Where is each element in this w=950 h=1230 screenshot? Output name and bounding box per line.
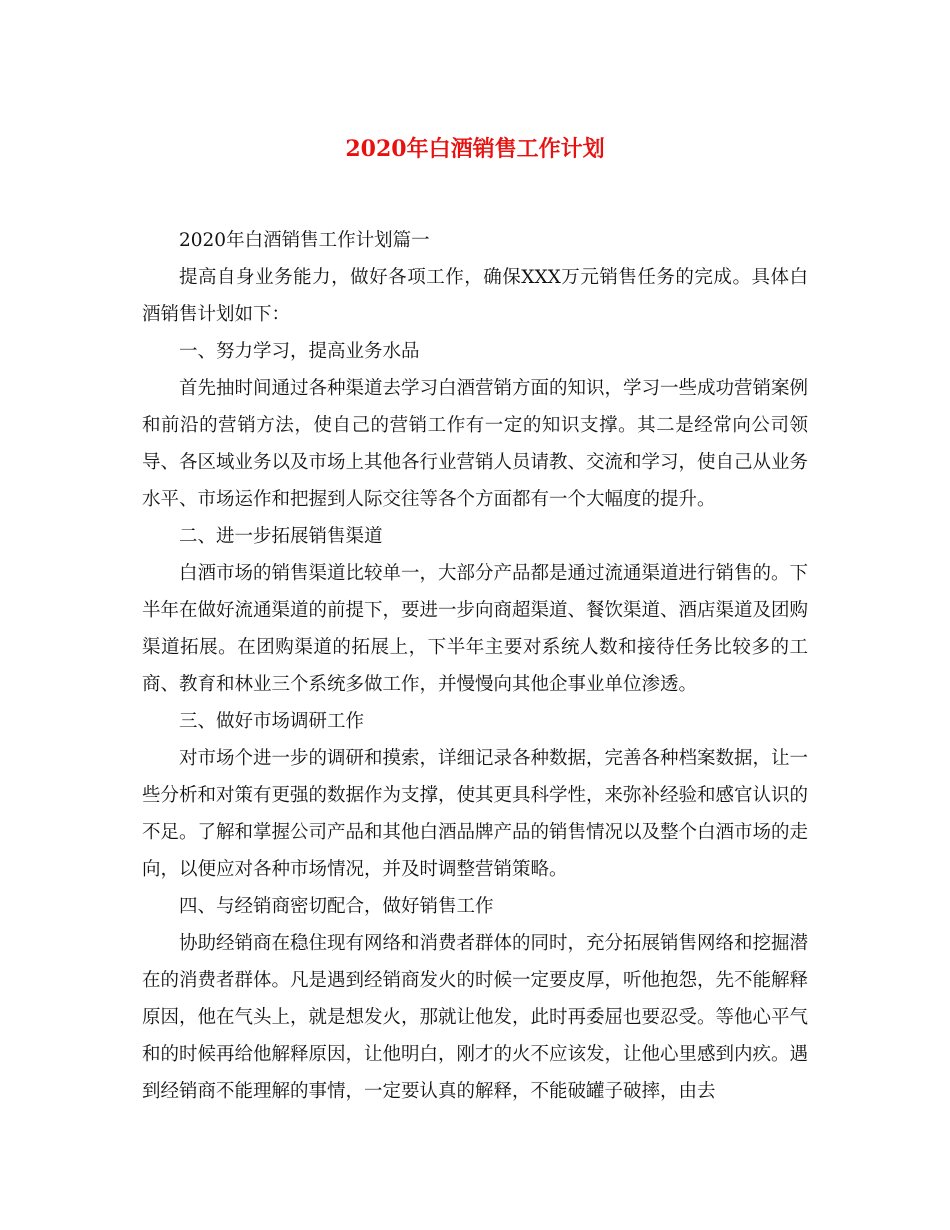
paragraph-research: 对市场个进一步的调研和摸索，详细记录各种数据，完善各种档案数据，让一些分析和对策有更强的数据作为支撑，使其更具科学性，来弥补经验和感官认识的不足。了解和掌握公司产品和其他白酒品牌产品的销售情况以及整个白酒市场的走向，以便应对各种市场情况，并及时调整营销策略。	[142, 748, 809, 880]
document-body	[142, 222, 808, 1110]
heading-research: 三、做好市场调研工作	[179, 711, 365, 732]
paragraph-channels: 白酒市场的销售渠道比较单一，大部分产品都是通过流通渠道进行销售的。下半年在做好流通渠道的前提下，要进一步向商超渠道、餐饮渠道、酒店渠道及团购渠道拓展。在团购渠道的拓展上，下半年主要对系统人数和接待任务比较多的工商、教育和林业三个系统多做工作，并慢慢向其他企事业单位渗透。	[142, 563, 809, 695]
heading-dealers: 四、与经销商密切配合，做好销售工作	[179, 896, 494, 917]
paragraph-dealers: 协助经销商在稳住现有网络和消费者群体的同时，充分拓展销售网络和挖掘潜在的消费者群体。凡是遇到经销商发火的时候一定要皮厚，听他抱怨，先不能解释原因，他在气头上，就是想发火，那就让他发，此时再委屈也要忍受。等他心平气和的时候再给他解释原因，让他明白，刚才的火不应该发，让他心里感到内疚。遇到经销商不能理解的事情，一定要认真的解释，不能破罐子破摔，由去	[142, 933, 809, 1102]
heading-channels: 二、进一步拓展销售渠道	[179, 526, 383, 547]
paragraph-study: 首先抽时间通过各种渠道去学习白酒营销方面的知识，学习一些成功营销案例和前沿的营销方法，使自己的营销工作有一定的知识支撑。其二是经常向公司领导、各区域业务以及市场上其他各行业营销人员请教、交流和学习，使自己从业务水平、市场运作和把握到人际交往等各个方面都有一个大幅度的提升。	[142, 378, 809, 510]
document-title: 2020年白酒销售工作计划	[345, 136, 605, 162]
heading-study: 一、努力学习，提高业务水品	[179, 341, 420, 362]
intro-paragraph: 提高自身业务能力，做好各项工作，确保XXX万元销售任务的完成。具体白酒销售计划如下：	[142, 267, 808, 325]
section-heading-main: 2020年白酒销售工作计划篇一	[179, 230, 430, 251]
